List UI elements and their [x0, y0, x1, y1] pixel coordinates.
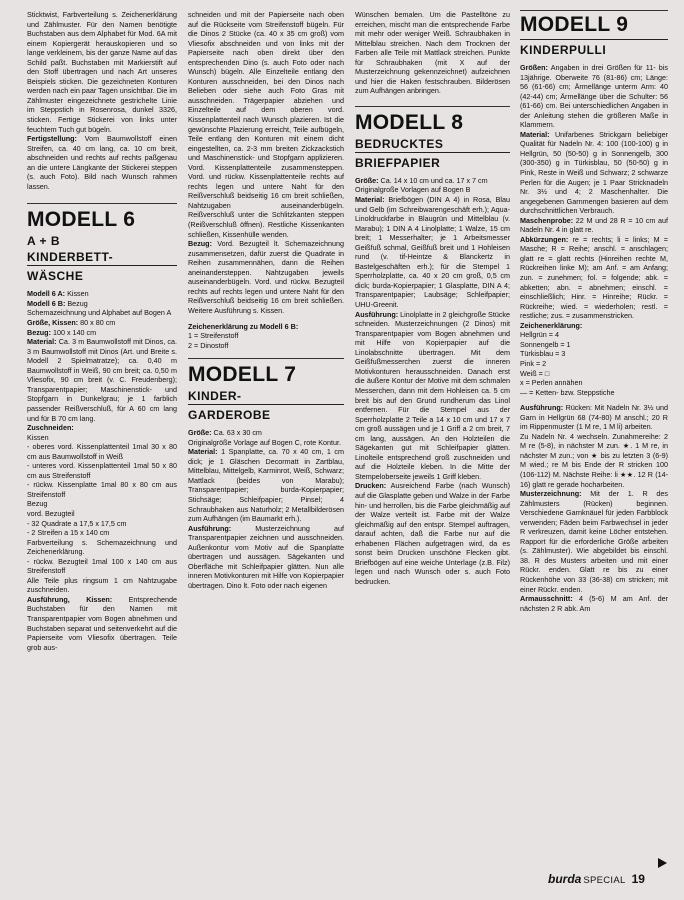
- modell-9-subtitle: KINDERPULLI: [520, 43, 607, 57]
- material-label: Material:: [27, 337, 57, 347]
- maschenprobe-label: Maschenprobe:: [520, 215, 574, 225]
- groesse-line: [188, 428, 344, 438]
- zeichen-item: Sonnengelb = 1: [520, 339, 571, 349]
- ausfuehrung-label: Ausführung:: [188, 523, 232, 533]
- groesse-line: [355, 176, 510, 186]
- abkuerzungen-paragraph: [520, 235, 668, 321]
- drucken-label: Drucken:: [355, 481, 387, 491]
- musterzeichnung-paragraph: [520, 489, 668, 594]
- ausfuehrung-label: Ausführung:: [355, 309, 399, 319]
- groesse-text: 80 x 80 cm: [78, 318, 116, 328]
- divider: [520, 10, 668, 11]
- zuschneiden-item: - rückw. Kissenplatte 1mal 80 x 80 cm aus Streifenstoff: [27, 480, 177, 499]
- ausfuehrung-kissen-paragraph: [27, 595, 177, 652]
- bezug-text: 100 x 140 cm: [50, 327, 97, 337]
- zuschneiden-item: Farbverteilung s. Schemazeichnung und Zeichenerklärung.: [27, 537, 177, 557]
- zuschneiden-item: Alle Teile plus ringsum 1 cm Nahtzugabe zuschneiden.: [27, 575, 177, 595]
- material-label: Material:: [355, 195, 385, 205]
- zeichen-item: x = Perlen annähen: [520, 378, 583, 388]
- ausfuehrung-paragraph: [520, 403, 668, 432]
- modell-6a-line: [27, 289, 177, 299]
- zeichen-item: — = Ketten- bzw. Steppstiche: [520, 387, 615, 397]
- material-paragraph: [355, 195, 510, 310]
- armausschnitt-paragraph: [520, 594, 668, 613]
- ausfuehrung-text: Rücken: Mit Nadeln Nr. 3½ und Garn in Hellgrün 68 (74-80) M anschl.; 20 R im Rippenmuster (1 M re, 1 M li) arbeiten.: [520, 403, 668, 432]
- zeichen-label: Zeichenerklärung:: [520, 320, 583, 330]
- modell-7-subtitle-1: KINDER-: [188, 389, 242, 404]
- zeichen-label-line: [188, 322, 344, 332]
- groesse-label: Größe:: [355, 175, 379, 185]
- col1-paragraph: Sticktwist, Farbverteilung s. Zeichenerklärung und Zählmuster. Für den Namen benötigte Buchstaben aus dem Alphabet für Mod. 6A mit einem Kopiergerät herauskopieren und so lange verkleinern, bis der ganze Name auf das Schild paßt. Buchstaben mit Markierstift auf den Stoff übertragen und nach Art unseres Beispiels sticken. Die gezeichneten Konturen werden nach ein paar Tagen unsichtbar. Die im Zählmuster eingezeichnete gestrichelte Linie im Steppstich in Rosenrosa, dunkel 3326, sticken. Fertige Stickerei von links unter feuchtem Tuch gut bügeln.: [27, 10, 177, 134]
- continue-arrow-icon: [658, 858, 667, 868]
- drucken-paragraph: [355, 481, 510, 586]
- page-footer: [548, 872, 645, 886]
- ausfuehrung-kissen-text: Entsprechende Buchstaben für den Namen mit Transparentpapier vom Bogen abnehmen und Buchstaben separat und seitenverkehrt auf die Papierseite vom Vliesofix übertragen. Teile grob aus-: [27, 594, 177, 652]
- modell-6a-text: Kissen: [65, 289, 89, 299]
- zuschneiden-item: - 2 Streifen a 15 x 140 cm: [27, 528, 110, 538]
- vorlage-line: Originalgröße Vorlage auf Bogen C, rote Kontur.: [188, 437, 342, 447]
- zuschneiden-label: Zuschneiden:: [27, 423, 74, 433]
- column-2: [188, 10, 344, 590]
- modell-6-subtitle-1: A + B: [27, 234, 61, 249]
- maschenprobe-paragraph: [520, 216, 668, 235]
- ausfuehrung-kissen-label: Ausführung, Kissen:: [27, 594, 113, 604]
- modell-8-subtitle-1: BEDRUCKTES: [355, 136, 444, 151]
- bezug-label: Bezug:: [27, 327, 51, 337]
- groesse-text: Ca. 14 x 10 cm und ca. 17 x 7 cm: [378, 175, 488, 185]
- divider: [27, 203, 177, 204]
- modell-7-title: MODELL 7: [188, 363, 297, 387]
- zuschneiden-label-line: [27, 423, 177, 433]
- fertigstellung-text: Vom Baumwollstoff einen Streifen, ca. 40 cm lang, ca. 10 cm breit, abschneiden und rechts auf rechts paßgenau an die untere Längkante der Stickerei steppen (s. auch Foto). Bild nach Wunsch rahmen lassen.: [27, 134, 177, 191]
- modell-6-title: MODELL 6: [27, 208, 136, 232]
- armausschnitt-text: 4 (5-6) M am Anf. der nächsten 2 R abk. Am: [520, 594, 668, 613]
- musterzeichnung-text: Mit der 1. R des Zählmusters (Rücken) beginnen. Verschiedene Garnknäuel für jeden Farbblock verwenden; Fäden beim Farbwechsel in jeder R verkreuzen, damit keine Löcher entstehen. Rapport für die erforderliche Größe arbeiten (s. Zählmuster). Wie abgebildet bis einschl. 38. R des Musters arbeiten und mit einer Rückr. enden. Glatt re bis zu einer Rückenhöhe von 33 (36-38) cm stricken; mit einer Rückr. enden.: [520, 489, 668, 594]
- zuschneiden-item: - oberes vord. Kissenplattenteil 1mal 30 x 80 cm aus Baumwollstoff in Weiß: [27, 442, 177, 461]
- bezug-paragraph: [188, 239, 344, 315]
- groesse-label: Größe:: [188, 428, 212, 438]
- zeichen-item: Weiß = □: [520, 368, 550, 378]
- modell-6-subtitle-3: WÄSCHE: [27, 269, 84, 284]
- vorlage-line: Originalgroße Vorlagen auf Bogen B: [355, 185, 471, 195]
- divider: [355, 106, 510, 107]
- ausfuehrung-paragraph: [355, 310, 510, 482]
- schema-line: Schemazeichnung und Alphabet auf Bogen A: [27, 308, 172, 318]
- groesse-line: [27, 318, 177, 328]
- footer-special: SPECIAL: [583, 875, 626, 886]
- modell-8-subtitle-2: BRIEFPAPIER: [355, 155, 441, 170]
- modell-8-title: MODELL 8: [355, 110, 464, 134]
- modell-6b-line: [27, 299, 177, 309]
- modell-6b-text: Bezug: [65, 298, 88, 308]
- material-label: Material:: [188, 447, 218, 457]
- burda-logo: burda: [548, 872, 582, 886]
- ausfuehrung-paragraph: [188, 524, 344, 591]
- groesse-label: Größe, Kissen:: [27, 318, 79, 328]
- abkuerzungen-text: re = rechts; li = links; M = Masche; R = Reihe; anschl. = anschlagen; glatt re = glatt rechts (Hinreihen rechte M, Rückreihen linke M); am Anf. = am Anfang; zun. = zunehmen; fol. = folgende; abk. = abketten; abn. = abnehmen; einschl. = einschließlich; Hinr. = Hinreihe; Rückr. = Rückreihe; wied. = wiederholen; restl. = restliche; zus. = zusammenstricken.: [520, 234, 668, 321]
- material-text: Ca. 3 m Baumwollstoff mit Dinos, ca. 3 m Baumwollstoff mit Dinos (Art. und Breite s. Modell 2 Spielmatratze); ca. 0,40 m Baumwollstoff in Weiß, 90 cm breit; ca. 0,50 m Vliesofix, 90 cm breit (v. C. Freudenberg); Transparentpapier; Maschinenstick- und Stopfgarn in Dunkelgrau; je 1 farblich passender Reißverschluß, für A 60 cm lang und für B 70 cm lang.: [27, 337, 177, 423]
- groesse-text: Ca. 63 x 30 cm: [211, 428, 262, 438]
- maschenprobe-text: 22 M und 28 R = 10 cm auf Nadeln Nr. 4 in glatt re.: [520, 215, 668, 235]
- zunahme-paragraph: Zu Nadeln Nr. 4 wechseln. Zunahmereihe: 2 M re (5-8), in nächster M zun. ★. 1 M re, in nächster M zun.; von ★ bis zu letzten 3 (6-9) M wied.; re M bis Ende der R stricken 100 (106-112) M. Nächste Reihe: li ★★. 12 R (14-16) glatt re gerade hocharbeiten.: [520, 431, 668, 489]
- ausfuehrung-label: Ausführung:: [520, 403, 564, 413]
- zeichen-item: 1 = Streifenstoff: [188, 331, 239, 341]
- groessen-paragraph: [520, 63, 668, 130]
- material-label: Material:: [520, 129, 550, 139]
- material-text: Unifarbenes Strickgarn beliebiger Qualität für Nadeln Nr. 4: 100 (100-100) g in Hellgrün, 50 (50-50) g in Sonnengelb, 300 (300-350) g in Türkisblau, 50 (50-50) g in Pink, Reste in Weiß und Schwarz; 2 schwarze Perlen für die Augen; je 1 Paar Stricknadeln Nr. 3½ und 4; 2 Maschenhalter. Die angegebenen Garnmengen basieren auf dem durchschnittlichen Verbrauch.: [520, 129, 668, 216]
- modell-6b-label: Modell 6 B:: [27, 298, 66, 308]
- material-text: 1 Spanplatte, ca. 70 x 40 cm, 1 cm dick; je 1 Gläschen Decormatt in Zartblau, Mittelblau, Mittelgelb, Karminrot, Weiß, Schwarz; Mattlack (beides von Marabu); Transparentpapier; burda-Kopierpapier; Stichsäge; Schleifpapier; Pinsel; 4 Schraubhaken aus Naturholz; 2 Metallbilderösen zum Aufhängen (im Baumarkt erh.).: [188, 447, 344, 524]
- zuschneiden-item: Bezug: [27, 499, 48, 509]
- page-number: 19: [631, 872, 645, 886]
- fertigstellung-label: Fertigstellung:: [27, 134, 77, 144]
- musterzeichnung-label: Musterzeichnung:: [520, 489, 582, 499]
- material-paragraph: [520, 130, 668, 216]
- bezug-line: [27, 328, 177, 338]
- bezug-text: Vord. Bezugteil lt. Schemazeichnung zusammensetzen, dafür zuerst die Quadrate in Reihen zusammennähen, dann die Reihen aneinandersteppen. Nahtzugaben jeweils auseinanderbügeln. Vord. und rückw. Bezugteil rechts auf rechts legen und untere Naht für den Reißverschluß beidseitig 16 cm breit schließen. Weitere Ausführung s. Kissen.: [188, 239, 344, 315]
- zuschneiden-item: vord. Bezugteil: [27, 508, 75, 518]
- abkuerzungen-label: Abkürzungen:: [520, 234, 569, 244]
- divider: [355, 152, 510, 153]
- groessen-label: Größen:: [520, 63, 548, 72]
- zeichen-item: Pink = 2: [520, 358, 547, 368]
- fertigstellung-paragraph: [27, 134, 177, 191]
- column-4: [520, 10, 668, 613]
- modell-6a-label: Modell 6 A:: [27, 289, 66, 299]
- zeichen-label-line: [520, 321, 668, 331]
- zeichen-item: Hellgrün = 4: [520, 330, 559, 340]
- divider: [520, 39, 668, 40]
- col3-paragraph: Wünschen bemalen. Um die Pastelltöne zu erreichen, mischt man die entsprechende Farbe mit mehr oder weniger Weiß. Schraubhaken in Mittelblau streichen. Nach dem Trocknen der Farben alle Teile mit Mattlack streichen. Punkte für Schraubhaken (mit X auf der Musterzeichnung gekennzeichnet) aufzeichnen und hier die Haken festschrauben. Bilderösen zum Aufhängen anbringen.: [355, 10, 510, 96]
- column-1: [27, 10, 177, 652]
- ausfuehrung-text: Musterzeichnung auf Transparentpapier zeichnen und ausschneiden. Außenkontur vom Motiv auf die Spanplatte übertragen und aussägen. Sägekanten und Oberfläche mit Schleifpapier glätten. Nun alle inneren Motivkonturen mit Hilfe von Kopierpapier übertragen. Dino lt. Foto oder nach eigenen: [188, 523, 344, 590]
- zuschneiden-item: Kissen: [27, 432, 49, 442]
- groessen-text: Angaben in drei Größen für 11- bis 13jährige. Oberweite 76 (81-86) cm; Länge: 56 (61-66) cm; Ärmellänge unterm Arm: 40 (42-44) cm; Ärmellänge über die Schulter: 56 (61-66) cm. Bei unterschiedlichen Angaben in der Anleitung stehen die größeren Maße in Klammern.: [520, 63, 668, 130]
- zuschneiden-item: - 32 Quadrate a 17,5 x 17,5 cm: [27, 518, 127, 528]
- divider: [188, 404, 344, 405]
- armausschnitt-label: Armausschnitt:: [520, 594, 573, 604]
- modell-9-title: MODELL 9: [520, 13, 629, 36]
- col2-paragraph: schneiden und mit der Papierseite nach oben auf die Rückseite vom Streifenstoff bügeln. Für die Dinos 2 Stücke (ca. 40 x 35 cm groß) vom Vliesofix abschneiden und von links mit der Papierseite nach oben direkt über den entsprechenden Dino (s. auch Foto oder nach Wunsch) bügeln. Alle Einzelteile entlang den Konturen ausschneiden, bei den Dinos nach Belieben oder siehe auch Foto Gras mit ausschneiden. Trägerpapier abziehen und Einzelteile auf dem oberen vord. Kissenplattenteil nach Wunsch plazieren. Ist die gewünschte Plazierung erreicht, Teile aufbügeln, Teile entlang den Konturen mit einem dicht eingestellten, ca. 2-3 mm breiten Zickzackstich und Maschinenstick- und Stopfgarn applizieren. Vord. Kissenplattenteile zusammensteppen. Vord. und rückw. Kissenplattenteile rechts auf rechts legen und untere Naht für den Reißverschluß beidseitig 16 cm breit schließen, Nahtzugaben auseinanderbügeln. Reißverschluß unter die Schlitzkanten steppen (Reißverschluß öffnen). Restliche Kissenkanten schließen, Kissenhülle wenden.: [188, 10, 344, 239]
- zeichen-label: Zeichenerklärung zu Modell 6 B:: [188, 321, 299, 331]
- material-text: Briefbögen (DIN A 4) in Rosa, Blau und Gelb (im Schreibwarengeschäft erh.); Aqua-Linoldruckfarbe in Blaugrün und Mittelblau (v. Marabu); 1 DIN A 4 Linolplatte; 1 Walze, 15 cm breit; 1 Messerhalter; je 1 Arbeitsmesser Geißfuß schmal, Geißfuß breit und 1 Hohleisen rund (v. tif-Heintze & Blanckertz in Bastelgeschäften erh.); für die Stempel 1 Sperrholzplatte, ca. 40 x 20 cm groß, 0,5 cm dick; burda-Kopierpapier; 1 Glasplatte, DIN A 4; Transparentpapier; Laubsäge; Schleifpapier; UHU-Greenit.: [355, 195, 510, 310]
- column-3: [355, 10, 510, 586]
- zeichen-item: 2 = Dinostoff: [188, 340, 229, 350]
- modell-7-subtitle-2: GARDEROBE: [188, 408, 271, 423]
- divider: [27, 265, 177, 266]
- ausfuehrung-text: Linolplatte in 2 gleichgroße Stücke schneiden. Musterzeichnungen (2 Dinos) mit Transparentpapier vom Bogen abnehmen und mit Hilfe von Kopierpapier auf die Linolabschnitte übertragen. Mit dem Geißfußmesserchen zuerst die inneren Motivkonturen herausschneiden. Danach erst die äußere Kontur der Motive mit dem schmalen Messerchen, dann mit dem Hohleisen ca. 5 cm breit bis auf den Grund rundherum das Linol entfernen. Für die Stempel aus der Sperrholzplatte 2 Teile a 14 x 10 cm und 17 x 7 cm groß aussägen und je 1 Griff a 2 cm breit, 7 cm lang, aussägen. An den Holzteilen die Sägekanten gut mit Schleifpapier glätten. Linolteile entsprechend groß zuschneiden und auf die Holzteile kleben. In die Mitte der Stempeloberseite jeweils 1 Griff kleben.: [355, 309, 510, 481]
- zuschneiden-item: - rückw. Bezugteil 1mal 100 x 140 cm aus Streifenstoff: [27, 556, 177, 576]
- material-paragraph: [188, 447, 344, 523]
- material-paragraph: [27, 337, 177, 423]
- zeichen-item: Türkisblau = 3: [520, 349, 566, 359]
- zuschneiden-item: - unteres vord. Kissenplattenteil 1mal 50 x 80 cm aus Streifenstoff: [27, 461, 177, 480]
- divider: [188, 358, 344, 359]
- modell-6-subtitle-2: KINDERBETT-: [27, 250, 114, 265]
- bezug-label: Bezug:: [188, 239, 212, 249]
- drucken-text: Ausreichend Farbe (nach Wunsch) auf die Glasplatte geben und Walze in der Farbe hin- und herrollen, bis die Farbe gleichmäßig auf der Walze verteilt ist. Farbe mit der Walze gleichmäßig auf den entspr. Stempel auftragen, darauf achten, daß die Farbe nur auf die erhabenen Flächen aufgetragen wird, da es sonst beim Drucken unschöne Flecken gibt. Briefbögen auf eine weiche Unterlage (z.B. Filz) legen und nach Wunsch oder s. auch Foto bedrucken.: [355, 481, 510, 586]
